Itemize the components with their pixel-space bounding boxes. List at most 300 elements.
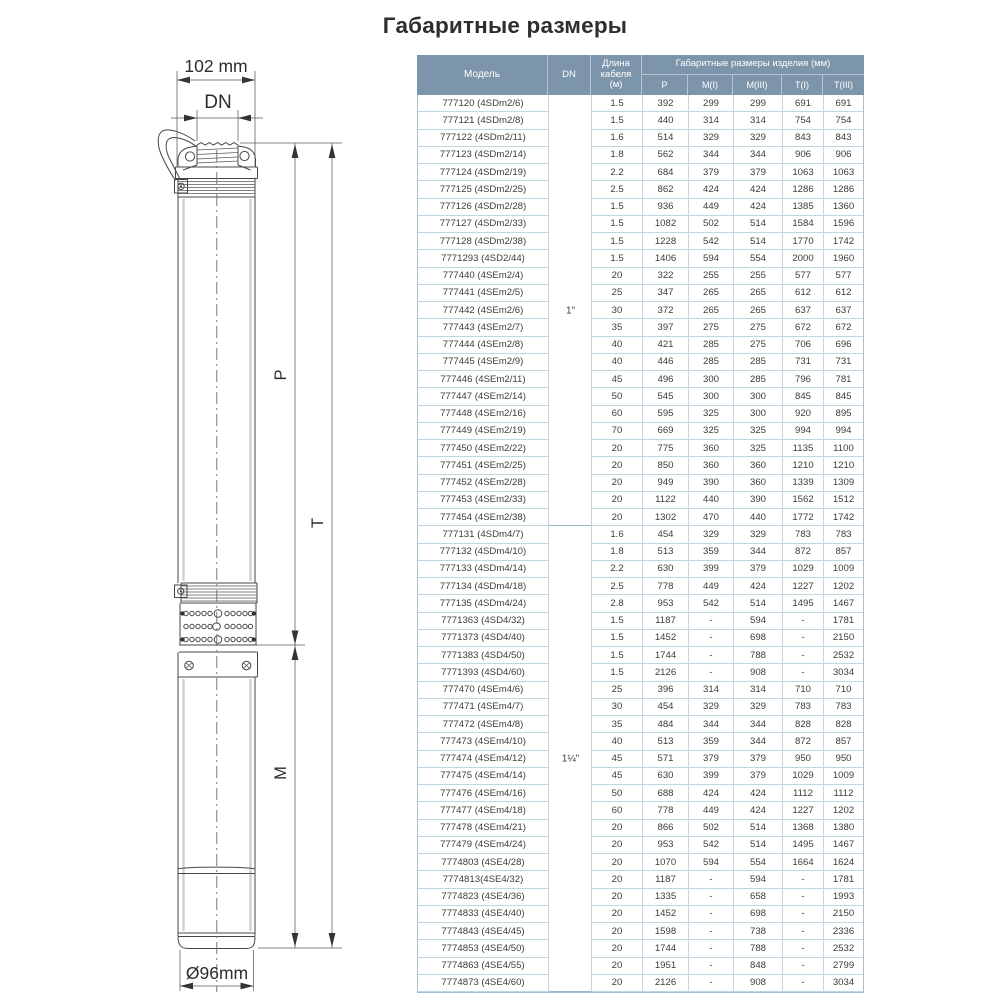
value-cell: 850 xyxy=(643,457,689,474)
value-cell: 1227 xyxy=(783,578,824,595)
value-cell: 1584 xyxy=(783,216,824,233)
dn-cell xyxy=(549,682,592,699)
value-cell: 2126 xyxy=(643,975,689,992)
table-row xyxy=(418,889,863,906)
value-cell: 1286 xyxy=(783,181,824,198)
value-cell: 300 xyxy=(689,371,734,388)
dn-cell xyxy=(549,130,592,147)
value-cell: 379 xyxy=(734,561,783,578)
dn-cell xyxy=(549,699,592,716)
model-cell: 777440 (4SEm2/4) xyxy=(418,268,549,285)
value-cell: 449 xyxy=(689,802,734,819)
value-cell: 828 xyxy=(783,716,824,733)
value-cell: 255 xyxy=(689,268,734,285)
value-cell: 950 xyxy=(824,751,863,768)
value-cell: - xyxy=(783,871,824,888)
value-cell: - xyxy=(689,664,734,681)
value-cell: 1380 xyxy=(824,820,863,837)
value-cell: 783 xyxy=(824,526,863,543)
value-cell: 1210 xyxy=(824,457,863,474)
value-cell: 895 xyxy=(824,406,863,423)
value-cell: 20 xyxy=(592,837,643,854)
value-cell: 672 xyxy=(783,319,824,336)
table-row xyxy=(418,958,863,975)
dn-cell xyxy=(549,268,592,285)
value-cell: 379 xyxy=(734,751,783,768)
value-cell: 360 xyxy=(734,457,783,474)
model-cell: 777471 (4SEm4/7) xyxy=(418,699,549,716)
dn-cell xyxy=(549,975,592,992)
value-cell: 706 xyxy=(783,337,824,354)
table-row xyxy=(418,768,863,785)
table-row xyxy=(418,940,863,957)
value-cell: 514 xyxy=(734,216,783,233)
value-cell: 672 xyxy=(824,319,863,336)
dn-cell xyxy=(549,302,592,319)
value-cell: 936 xyxy=(643,199,689,216)
model-cell: 777126 (4SDm2/28) xyxy=(418,199,549,216)
model-cell: 777478 (4SEm4/21) xyxy=(418,820,549,837)
value-cell: 265 xyxy=(689,302,734,319)
value-cell: 775 xyxy=(643,440,689,457)
value-cell: 783 xyxy=(824,699,863,716)
dim-arrow-left xyxy=(177,77,190,84)
table-header xyxy=(417,55,864,95)
value-cell: 1070 xyxy=(643,854,689,871)
value-cell: - xyxy=(783,889,824,906)
value-cell: 40 xyxy=(592,733,643,750)
value-cell: 379 xyxy=(734,768,783,785)
value-cell: 255 xyxy=(734,268,783,285)
value-cell: 397 xyxy=(643,319,689,336)
model-cell: 777441 (4SEm2/5) xyxy=(418,285,549,302)
value-cell: 20 xyxy=(592,509,643,526)
model-cell: 777443 (4SEm2/7) xyxy=(418,319,549,336)
coupling-band xyxy=(178,645,258,677)
model-cell: 777120 (4SDm2/6) xyxy=(418,95,549,112)
model-cell: 777452 (4SEm2/28) xyxy=(418,475,549,492)
table-row xyxy=(418,337,863,354)
value-cell: 344 xyxy=(689,716,734,733)
table-row xyxy=(418,837,863,854)
value-cell: 314 xyxy=(689,112,734,129)
value-cell: 710 xyxy=(783,682,824,699)
value-cell: 637 xyxy=(824,302,863,319)
value-cell: 1495 xyxy=(783,837,824,854)
table-row xyxy=(418,319,863,336)
value-cell: 1596 xyxy=(824,216,863,233)
value-cell: 399 xyxy=(689,768,734,785)
value-cell: 754 xyxy=(783,112,824,129)
model-cell: 777474 (4SEm4/12) xyxy=(418,751,549,768)
dn-cell xyxy=(549,561,592,578)
model-cell: 777134 (4SDm4/18) xyxy=(418,578,549,595)
value-cell: 60 xyxy=(592,406,643,423)
table-row xyxy=(418,561,863,578)
model-cell: 777475 (4SEm4/14) xyxy=(418,768,549,785)
model-cell: 7774873 (4SE4/60) xyxy=(418,975,549,992)
value-cell: 1624 xyxy=(824,854,863,871)
table-row xyxy=(418,164,863,181)
value-cell: 950 xyxy=(783,751,824,768)
value-cell: 440 xyxy=(689,492,734,509)
value-cell: 424 xyxy=(734,785,783,802)
value-cell: 571 xyxy=(643,751,689,768)
value-cell: 300 xyxy=(734,388,783,405)
value-cell: 300 xyxy=(689,388,734,405)
model-cell: 777128 (4SDm2/38) xyxy=(418,233,549,250)
value-cell: 35 xyxy=(592,716,643,733)
dn-cell xyxy=(549,147,592,164)
value-cell: 612 xyxy=(783,285,824,302)
value-cell: 1009 xyxy=(824,768,863,785)
value-cell: 845 xyxy=(824,388,863,405)
model-cell: 777122 (4SDm2/11) xyxy=(418,130,549,147)
value-cell: - xyxy=(689,630,734,647)
value-cell: 843 xyxy=(783,130,824,147)
value-cell: 788 xyxy=(734,940,783,957)
dn-cell xyxy=(549,716,592,733)
value-cell: 265 xyxy=(734,302,783,319)
value-cell: 20 xyxy=(592,889,643,906)
value-cell: 20 xyxy=(592,457,643,474)
value-cell: 360 xyxy=(689,457,734,474)
table-row xyxy=(418,647,863,664)
dn-group-label: 1¼" xyxy=(561,753,580,765)
dimensions-table xyxy=(417,55,864,993)
dn-cell xyxy=(549,871,592,888)
value-cell: 344 xyxy=(734,733,783,750)
value-cell: 379 xyxy=(734,164,783,181)
value-cell: - xyxy=(689,889,734,906)
model-cell: 7774803 (4SE4/28) xyxy=(418,854,549,871)
value-cell: 1368 xyxy=(783,820,824,837)
value-cell: 344 xyxy=(689,147,734,164)
value-cell: 2.2 xyxy=(592,561,643,578)
value-cell: 20 xyxy=(592,923,643,940)
value-cell: 1.6 xyxy=(592,526,643,543)
value-cell: 669 xyxy=(643,423,689,440)
value-cell: 1309 xyxy=(824,475,863,492)
table-row xyxy=(418,664,863,681)
model-cell: 7774833 (4SE4/40) xyxy=(418,906,549,923)
value-cell: 390 xyxy=(689,475,734,492)
value-cell: 1.5 xyxy=(592,95,643,112)
table-row xyxy=(418,716,863,733)
value-cell: 390 xyxy=(734,492,783,509)
table-row xyxy=(418,871,863,888)
value-cell: 3034 xyxy=(824,664,863,681)
value-cell: 1781 xyxy=(824,613,863,630)
dn-cell xyxy=(549,457,592,474)
value-cell: 949 xyxy=(643,475,689,492)
table-row xyxy=(418,354,863,371)
value-cell: 514 xyxy=(643,130,689,147)
value-cell: 554 xyxy=(734,250,783,267)
value-cell: 70 xyxy=(592,423,643,440)
value-cell: 396 xyxy=(643,682,689,699)
value-cell: 684 xyxy=(643,164,689,181)
value-cell: 2.5 xyxy=(592,578,643,595)
value-cell: - xyxy=(783,906,824,923)
value-cell: 514 xyxy=(734,820,783,837)
dn-dimension-label: DN xyxy=(204,92,232,113)
bottom-diameter-label: Ø96mm xyxy=(185,963,249,983)
value-cell: 424 xyxy=(734,802,783,819)
value-cell: 857 xyxy=(824,544,863,561)
dn-cell xyxy=(549,112,592,129)
value-cell: 710 xyxy=(824,682,863,699)
value-cell: 325 xyxy=(734,440,783,457)
value-cell: 1742 xyxy=(824,509,863,526)
value-cell: 329 xyxy=(734,699,783,716)
dn-cell xyxy=(549,406,592,423)
value-cell: 275 xyxy=(734,319,783,336)
value-cell: 698 xyxy=(734,630,783,647)
dn-cell xyxy=(549,337,592,354)
model-cell: 7774823 (4SE4/36) xyxy=(418,889,549,906)
dn-cell xyxy=(549,199,592,216)
dn-cell xyxy=(549,388,592,405)
value-cell: 1467 xyxy=(824,595,863,612)
value-cell: 329 xyxy=(689,699,734,716)
value-cell: 906 xyxy=(783,147,824,164)
dn-cell xyxy=(549,837,592,854)
value-cell: 2.8 xyxy=(592,595,643,612)
value-cell: 1.8 xyxy=(592,544,643,561)
value-cell: 424 xyxy=(734,181,783,198)
pump-dimension-drawing xyxy=(0,0,360,1000)
model-cell: 777473 (4SEm4/10) xyxy=(418,733,549,750)
header-dim-miii: M(III) xyxy=(733,75,782,95)
value-cell: 691 xyxy=(783,95,824,112)
value-cell: 908 xyxy=(734,664,783,681)
value-cell: 1100 xyxy=(824,440,863,457)
value-cell: 30 xyxy=(592,699,643,716)
dn-cell xyxy=(549,423,592,440)
value-cell: 696 xyxy=(824,337,863,354)
value-cell: 1029 xyxy=(783,768,824,785)
value-cell: 542 xyxy=(689,233,734,250)
value-cell: 1082 xyxy=(643,216,689,233)
value-cell: 344 xyxy=(734,716,783,733)
table-row xyxy=(418,820,863,837)
model-cell: 777470 (4SEm4/6) xyxy=(418,682,549,699)
value-cell: 637 xyxy=(783,302,824,319)
value-cell: 1781 xyxy=(824,871,863,888)
dn-cell xyxy=(549,475,592,492)
value-cell: 1063 xyxy=(783,164,824,181)
value-cell: 502 xyxy=(689,820,734,837)
mounting-hole-right xyxy=(240,151,249,160)
dn-cell xyxy=(549,526,592,543)
value-cell: 514 xyxy=(734,595,783,612)
value-cell: 562 xyxy=(643,147,689,164)
value-cell: - xyxy=(689,871,734,888)
dn-cell xyxy=(549,250,592,267)
value-cell: 347 xyxy=(643,285,689,302)
dim-p-label: P xyxy=(272,369,290,381)
value-cell: 630 xyxy=(643,561,689,578)
value-cell: 1.5 xyxy=(592,112,643,129)
table-row xyxy=(418,975,863,992)
value-cell: 866 xyxy=(643,820,689,837)
value-cell: 275 xyxy=(689,319,734,336)
value-cell: 50 xyxy=(592,388,643,405)
value-cell: 20 xyxy=(592,440,643,457)
table-row xyxy=(418,181,863,198)
value-cell: 275 xyxy=(734,337,783,354)
value-cell: - xyxy=(689,975,734,992)
dn-cell xyxy=(549,820,592,837)
dn-cell xyxy=(549,544,592,561)
value-cell: - xyxy=(689,958,734,975)
model-cell: 777451 (4SEm2/25) xyxy=(418,457,549,474)
table-row xyxy=(418,371,863,388)
value-cell: 848 xyxy=(734,958,783,975)
table-row xyxy=(418,613,863,630)
table-row xyxy=(418,785,863,802)
header-dn: DN xyxy=(548,55,591,95)
value-cell: 1187 xyxy=(643,613,689,630)
dn-cell xyxy=(549,371,592,388)
value-cell: 1406 xyxy=(643,250,689,267)
table-row xyxy=(418,147,863,164)
value-cell: 778 xyxy=(643,802,689,819)
value-cell: 658 xyxy=(734,889,783,906)
value-cell: 778 xyxy=(643,578,689,595)
value-cell: 845 xyxy=(783,388,824,405)
value-cell: - xyxy=(783,664,824,681)
value-cell: 1202 xyxy=(824,578,863,595)
value-cell: 906 xyxy=(824,147,863,164)
value-cell: 612 xyxy=(824,285,863,302)
value-cell: 265 xyxy=(689,285,734,302)
value-cell: 953 xyxy=(643,837,689,854)
value-cell: 731 xyxy=(824,354,863,371)
value-cell: 20 xyxy=(592,871,643,888)
bottom-diameter-dimension xyxy=(180,950,254,991)
value-cell: 1452 xyxy=(643,906,689,923)
value-cell: 20 xyxy=(592,940,643,957)
value-cell: - xyxy=(689,906,734,923)
value-cell: 1227 xyxy=(783,802,824,819)
dn-cell xyxy=(549,664,592,681)
dn-cell xyxy=(549,216,592,233)
value-cell: 843 xyxy=(824,130,863,147)
value-cell: 322 xyxy=(643,268,689,285)
model-cell: 7774853 (4SE4/50) xyxy=(418,940,549,957)
table-row xyxy=(418,233,863,250)
model-cell: 777447 (4SEm2/14) xyxy=(418,388,549,405)
dn-cell xyxy=(549,285,592,302)
value-cell: 2000 xyxy=(783,250,824,267)
table-row xyxy=(418,112,863,129)
value-cell: 329 xyxy=(689,130,734,147)
value-cell: 1029 xyxy=(783,561,824,578)
dn-cell xyxy=(549,854,592,871)
value-cell: 542 xyxy=(689,595,734,612)
value-cell: 424 xyxy=(734,578,783,595)
model-cell: 7774863 (4SE4/55) xyxy=(418,958,549,975)
value-cell: 595 xyxy=(643,406,689,423)
value-cell: 796 xyxy=(783,371,824,388)
value-cell: 545 xyxy=(643,388,689,405)
model-cell: 777127 (4SDm2/33) xyxy=(418,216,549,233)
table-row xyxy=(418,216,863,233)
dn-cell xyxy=(549,630,592,647)
value-cell: 424 xyxy=(689,181,734,198)
value-cell: 1122 xyxy=(643,492,689,509)
dn-cell xyxy=(549,751,592,768)
dn-cell xyxy=(549,785,592,802)
value-cell: - xyxy=(783,647,824,664)
model-cell: 777454 (4SEm2/38) xyxy=(418,509,549,526)
value-cell: 1210 xyxy=(783,457,824,474)
value-cell: 1744 xyxy=(643,647,689,664)
value-cell: 25 xyxy=(592,285,643,302)
model-cell: 777449 (4SEm2/19) xyxy=(418,423,549,440)
value-cell: 2.5 xyxy=(592,181,643,198)
value-cell: 688 xyxy=(643,785,689,802)
value-cell: 285 xyxy=(734,371,783,388)
dn-cell xyxy=(549,354,592,371)
value-cell: 25 xyxy=(592,682,643,699)
table-row xyxy=(418,130,863,147)
value-cell: 1339 xyxy=(783,475,824,492)
value-cell: 1960 xyxy=(824,250,863,267)
value-cell: 1.6 xyxy=(592,130,643,147)
table-row xyxy=(418,699,863,716)
value-cell: 1495 xyxy=(783,595,824,612)
model-cell: 777133 (4SDm4/14) xyxy=(418,561,549,578)
header-dim-mi: M(I) xyxy=(688,75,733,95)
value-cell: 1.5 xyxy=(592,630,643,647)
dn-cell xyxy=(549,802,592,819)
model-cell: 777446 (4SEm2/11) xyxy=(418,371,549,388)
model-cell: 777476 (4SEm4/16) xyxy=(418,785,549,802)
value-cell: 783 xyxy=(783,526,824,543)
table-row xyxy=(418,578,863,595)
value-cell: 1951 xyxy=(643,958,689,975)
dim-arrow-right xyxy=(242,77,255,84)
value-cell: 920 xyxy=(783,406,824,423)
value-cell: 35 xyxy=(592,319,643,336)
value-cell: 449 xyxy=(689,199,734,216)
value-cell: - xyxy=(783,613,824,630)
value-cell: 30 xyxy=(592,302,643,319)
value-cell: 20 xyxy=(592,268,643,285)
value-cell: 454 xyxy=(643,699,689,716)
value-cell: - xyxy=(689,923,734,940)
value-cell: 1187 xyxy=(643,871,689,888)
value-cell: 449 xyxy=(689,578,734,595)
value-cell: 20 xyxy=(592,975,643,992)
value-cell: 325 xyxy=(689,423,734,440)
value-cell: - xyxy=(689,647,734,664)
value-cell: 953 xyxy=(643,595,689,612)
dim-t-label: T xyxy=(309,517,327,529)
value-cell: 329 xyxy=(734,526,783,543)
value-cell: 424 xyxy=(734,199,783,216)
value-cell: 1302 xyxy=(643,509,689,526)
value-cell: 379 xyxy=(689,164,734,181)
dn-arrow-left xyxy=(184,115,197,122)
value-cell: 285 xyxy=(734,354,783,371)
page-title: Габаритные размеры xyxy=(382,13,628,38)
value-cell: - xyxy=(783,958,824,975)
value-cell: 1770 xyxy=(783,233,824,250)
